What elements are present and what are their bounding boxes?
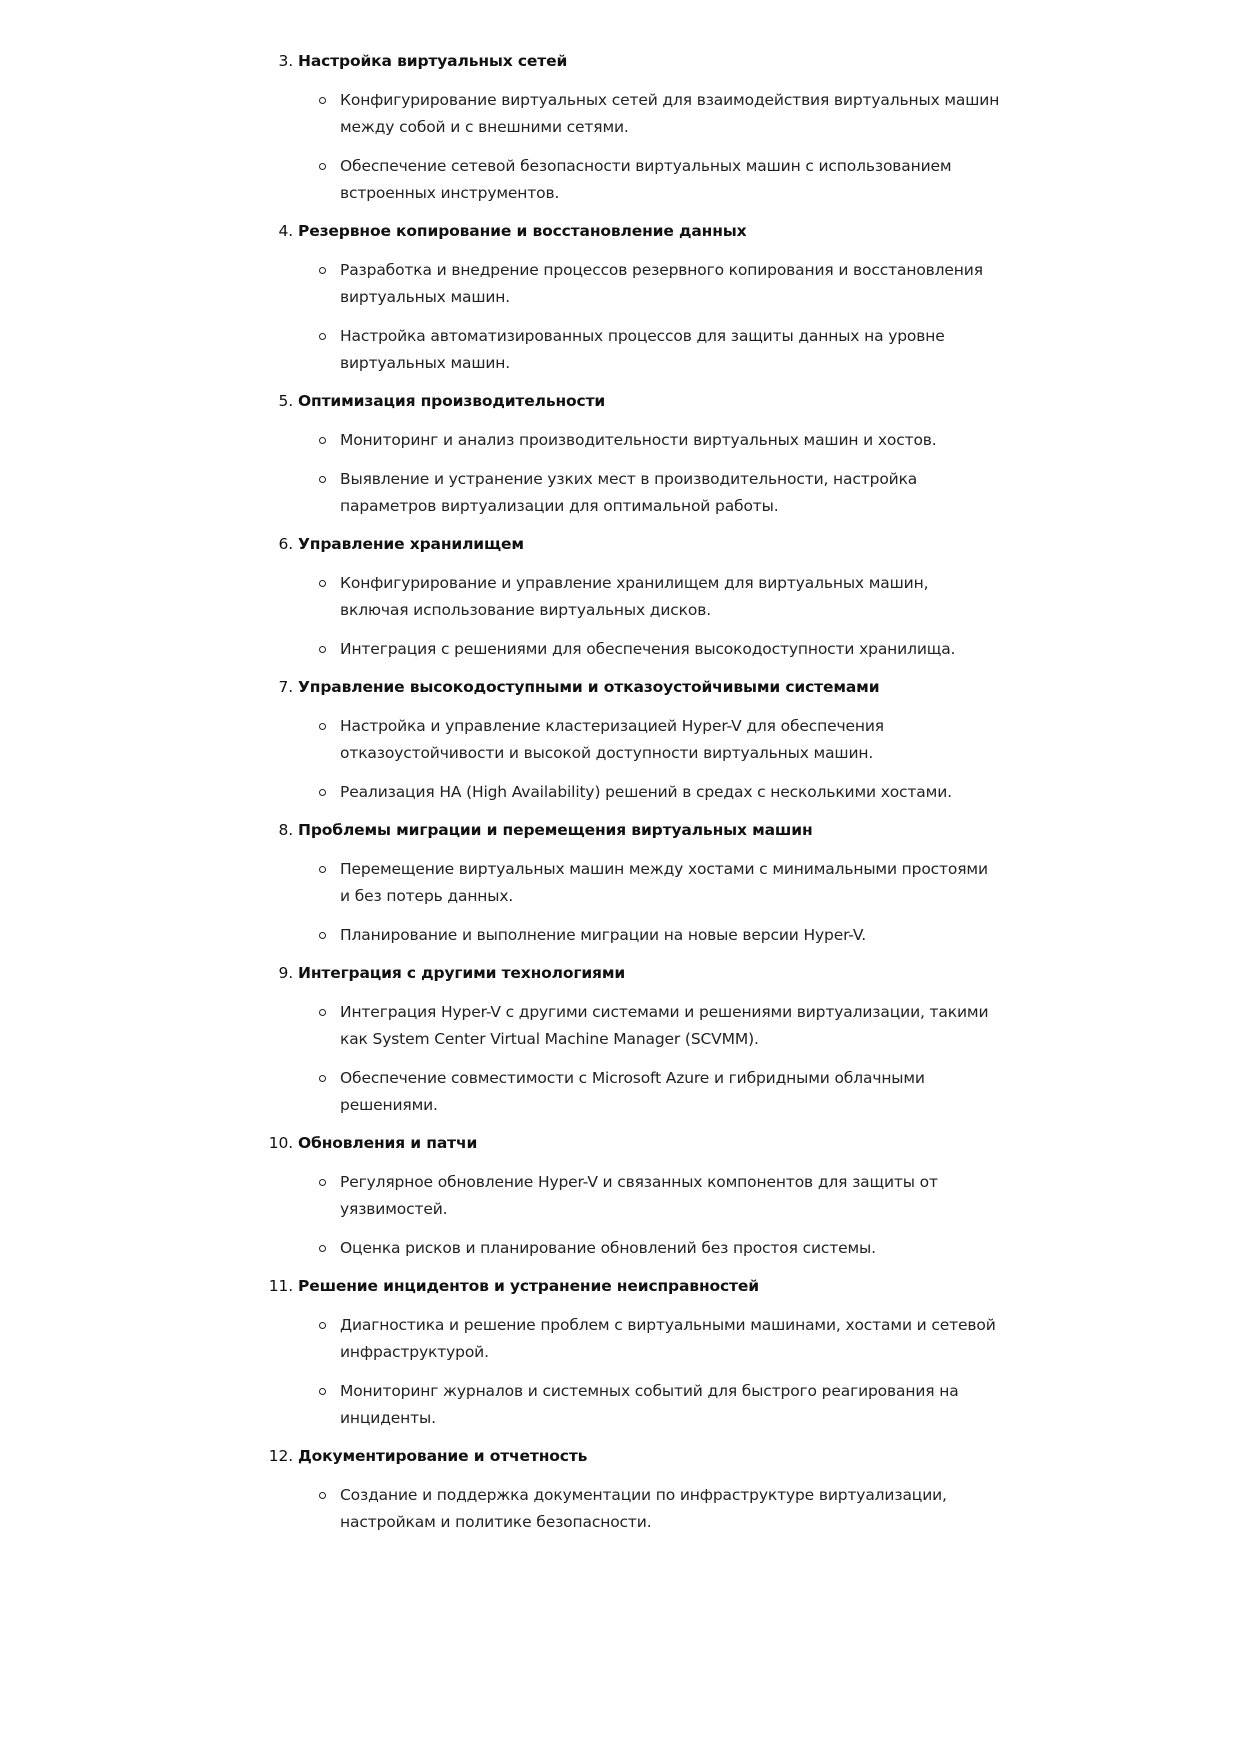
bullet-text: Мониторинг и анализ производительности виртуальных машин и хостов. <box>340 431 937 449</box>
hollow-circle-bullet-icon <box>319 163 326 170</box>
section-number: 6. <box>278 535 293 553</box>
list-item <box>0 1482 1000 1536</box>
bullet-text: Разработка и внедрение процессов резервного копирования и восстановления виртуальных машин. <box>340 261 983 306</box>
section-title: Решение инцидентов и устранение неисправностей <box>298 1277 759 1295</box>
hollow-circle-bullet-icon <box>319 1245 326 1252</box>
hollow-circle-bullet-icon <box>319 1388 326 1395</box>
list-section <box>0 674 1239 806</box>
list-section <box>0 817 1239 949</box>
hollow-circle-bullet-icon <box>319 1075 326 1082</box>
bullet-list <box>0 999 1239 1119</box>
hollow-circle-bullet-icon <box>319 476 326 483</box>
list-item <box>0 713 1000 767</box>
section-heading <box>0 388 1239 414</box>
section-heading <box>0 1273 1239 1299</box>
bullet-text: Конфигурирование виртуальных сетей для взаимодействия виртуальных машин между собой и с внешними сетями. <box>340 91 1000 136</box>
bullet-text: Мониторинг журналов и системных событий для быстрого реагирования на инциденты. <box>340 1382 959 1427</box>
section-number: 3. <box>278 52 293 70</box>
list-item <box>0 87 1000 141</box>
section-title: Обновления и патчи <box>298 1134 478 1152</box>
bullet-list <box>0 713 1239 806</box>
hollow-circle-bullet-icon <box>319 580 326 587</box>
list-item <box>0 1378 1000 1432</box>
hollow-circle-bullet-icon <box>319 646 326 653</box>
list-item <box>0 1065 1000 1119</box>
section-heading <box>0 531 1239 557</box>
bullet-text: Обеспечение сетевой безопасности виртуальных машин с использованием встроенных инструментов. <box>340 157 952 202</box>
document-body <box>0 48 1239 1547</box>
list-item <box>0 257 1000 311</box>
bullet-text: Конфигурирование и управление хранилищем для виртуальных машин, включая использование виртуальных дисков. <box>340 574 929 619</box>
section-title: Проблемы миграции и перемещения виртуальных машин <box>298 821 813 839</box>
bullet-list <box>0 1169 1239 1262</box>
section-number: 10. <box>268 1134 293 1152</box>
list-item <box>0 999 1000 1053</box>
section-number: 5. <box>278 392 293 410</box>
hollow-circle-bullet-icon <box>319 866 326 873</box>
section-heading <box>0 674 1239 700</box>
section-heading <box>0 1443 1239 1469</box>
hollow-circle-bullet-icon <box>319 1009 326 1016</box>
numbered-section-list <box>0 48 1239 1536</box>
section-title: Оптимизация производительности <box>298 392 606 410</box>
list-item <box>0 1235 1000 1262</box>
list-section <box>0 960 1239 1119</box>
hollow-circle-bullet-icon <box>319 97 326 104</box>
list-item <box>0 636 1000 663</box>
section-number: 8. <box>278 821 293 839</box>
section-heading <box>0 48 1239 74</box>
bullet-list <box>0 87 1239 207</box>
list-item <box>0 153 1000 207</box>
list-item <box>0 466 1000 520</box>
bullet-list <box>0 570 1239 663</box>
bullet-list <box>0 257 1239 377</box>
bullet-list <box>0 856 1239 949</box>
list-item <box>0 856 1000 910</box>
section-heading <box>0 1130 1239 1156</box>
list-section <box>0 1273 1239 1432</box>
hollow-circle-bullet-icon <box>319 1492 326 1499</box>
bullet-text: Реализация HA (High Availability) решений в средах с несколькими хостами. <box>340 783 952 801</box>
bullet-text: Интеграция с решениями для обеспечения высокодоступности хранилища. <box>340 640 956 658</box>
hollow-circle-bullet-icon <box>319 1179 326 1186</box>
section-heading <box>0 817 1239 843</box>
hollow-circle-bullet-icon <box>319 1322 326 1329</box>
hollow-circle-bullet-icon <box>319 789 326 796</box>
bullet-text: Планирование и выполнение миграции на новые версии Hyper-V. <box>340 926 867 944</box>
section-title: Интеграция с другими технологиями <box>298 964 626 982</box>
bullet-text: Регулярное обновление Hyper-V и связанных компонентов для защиты от уязвимостей. <box>340 1173 938 1218</box>
list-section <box>0 218 1239 377</box>
section-number: 9. <box>278 964 293 982</box>
bullet-text: Перемещение виртуальных машин между хостами с минимальными простоями и без потерь данных. <box>340 860 988 905</box>
list-section <box>0 1443 1239 1536</box>
list-item <box>0 1169 1000 1223</box>
list-section <box>0 388 1239 520</box>
bullet-list <box>0 427 1239 520</box>
bullet-list <box>0 1482 1239 1536</box>
section-title: Резервное копирование и восстановление данных <box>298 222 747 240</box>
hollow-circle-bullet-icon <box>319 723 326 730</box>
list-section <box>0 48 1239 207</box>
hollow-circle-bullet-icon <box>319 333 326 340</box>
section-heading <box>0 960 1239 986</box>
bullet-text: Интеграция Hyper-V с другими системами и решениями виртуализации, такими как System Center Virtual Machine Manager (SCVMM). <box>340 1003 989 1048</box>
bullet-text: Настройка автоматизированных процессов для защиты данных на уровне виртуальных машин. <box>340 327 945 372</box>
list-item <box>0 1312 1000 1366</box>
list-item <box>0 570 1000 624</box>
bullet-text: Настройка и управление кластеризацией Hyper-V для обеспечения отказоустойчивости и высокой доступности виртуальных машин. <box>340 717 884 762</box>
section-title: Управление высокодоступными и отказоустойчивыми системами <box>298 678 880 696</box>
bullet-text: Диагностика и решение проблем с виртуальными машинами, хостами и сетевой инфраструктурой. <box>340 1316 996 1361</box>
hollow-circle-bullet-icon <box>319 267 326 274</box>
section-title: Настройка виртуальных сетей <box>298 52 568 70</box>
section-title: Документирование и отчетность <box>298 1447 588 1465</box>
list-item <box>0 922 1000 949</box>
section-number: 11. <box>268 1277 293 1295</box>
bullet-list <box>0 1312 1239 1432</box>
bullet-text: Оценка рисков и планирование обновлений без простоя системы. <box>340 1239 876 1257</box>
section-title: Управление хранилищем <box>298 535 524 553</box>
section-number: 4. <box>278 222 293 240</box>
list-item <box>0 323 1000 377</box>
bullet-text: Создание и поддержка документации по инфраструктуре виртуализации, настройкам и политике безопасности. <box>340 1486 947 1531</box>
hollow-circle-bullet-icon <box>319 932 326 939</box>
section-number: 7. <box>278 678 293 696</box>
list-section <box>0 1130 1239 1262</box>
list-item <box>0 427 1000 454</box>
list-item <box>0 779 1000 806</box>
bullet-text: Обеспечение совместимости с Microsoft Azure и гибридными облачными решениями. <box>340 1069 925 1114</box>
section-number: 12. <box>268 1447 293 1465</box>
list-section <box>0 531 1239 663</box>
section-heading <box>0 218 1239 244</box>
bullet-text: Выявление и устранение узких мест в производительности, настройка параметров виртуализации для оптимальной работы. <box>340 470 918 515</box>
hollow-circle-bullet-icon <box>319 437 326 444</box>
